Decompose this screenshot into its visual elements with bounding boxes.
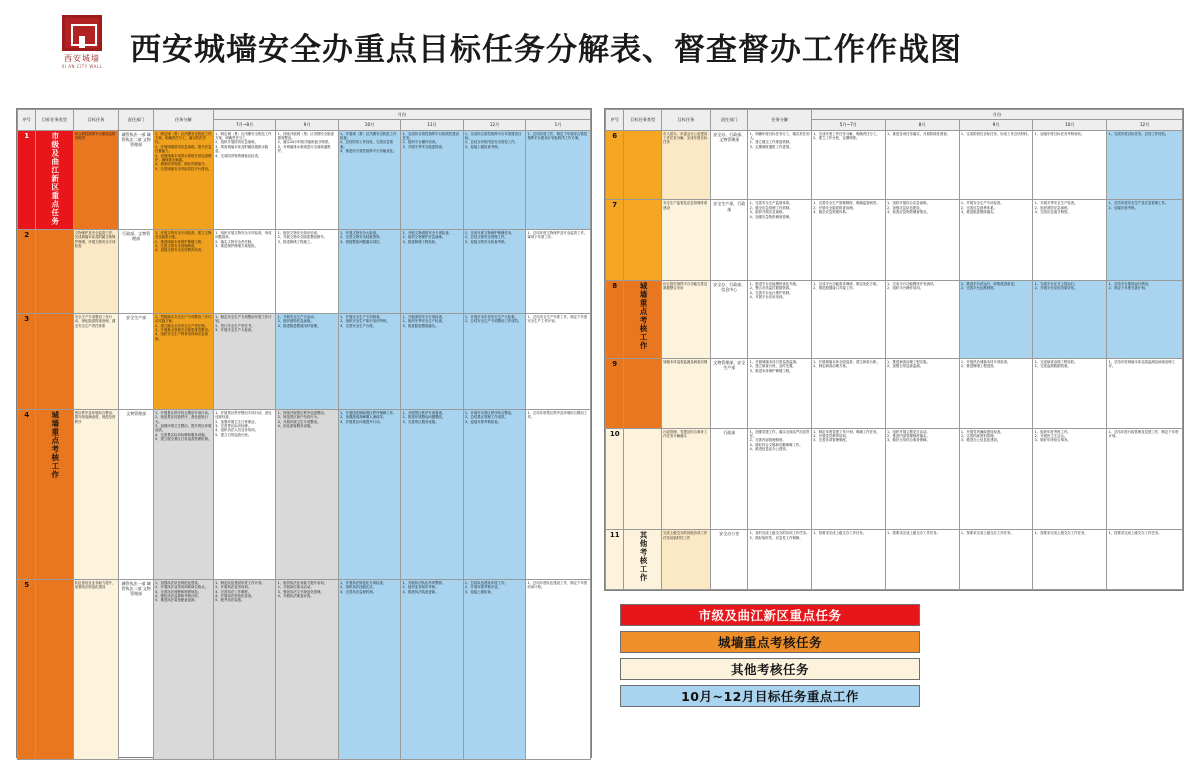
row-month-cell-1: 1、按要求完成上级交办工作任务。 [811,530,885,590]
page-header [0,0,1200,92]
col-month-4: 11月 [401,120,463,130]
row-month-cell-4: 1、完成病害治理工程验收。 2、完善监测数据档案。 [1033,358,1107,428]
row-month-cell-1: 1、制定队伍建设年度工作计划。 2、开展执法业务培训。 3、完善执法工作制度。 4、开展执法规范化检查。 5、配齐执法装备。 [213,579,275,759]
col-month-r3: 9月 [959,120,1033,130]
task-grid-right-body [606,130,1183,589]
table-row [18,229,591,313]
legend-item-city-key-task: 市级及曲江新区重点任务 [620,604,920,626]
row-month-cell-2: 1、完成平台功能模块开发测试。 2、组织平台操作培训。 [885,280,959,358]
table-row [606,130,1183,200]
row-breakdown: 1、开展景区秩序综合整治专项行动。 2、规范景区经营秩序，查处违规行为。 3、加强环境卫生整治，提升景区环境品质。 4、完善景区标识标牌和服务设施。 5、建立健全景区日常巡查管理机制。 [153,409,213,579]
row-month-cell-5: 1、开展岁末年初安全生产大检查。 2、总结安全生产专项整治工作成效。 [463,313,525,409]
row-month-cell-5: 1、总结队伍建设年度工作。 2、开展年度考核评优。 3、迎接上级检查。 [463,579,525,759]
row-breakdown: 1、制定城（景）区汛期安全防范工作方案，明确责任分工，落实防汛责任。 2、开展城墙防汛应急演练，提升应急处置能力。 3、加强城墙本体排水系统日常巡查维护，确保排水畅通。 4、储备防汛物资，做好汛期值守。 5、完善城墙安全风险管控平台建设。 [153,130,213,229]
row-month-cell-6: 1、总结安全生产年度工作，制定下年度安全生产工作计划。 [526,313,591,409]
row-seq: 8 [606,280,624,358]
task-table-left [16,108,592,758]
row-dept: 安全办公室 [710,530,748,590]
legend-item-wall-key-task: 城墙重点考核任务 [620,631,920,653]
row-seq: 3 [18,313,36,409]
row-month-cell-5: 1、完成年度目标任务，总结工作经验。 [1107,130,1183,200]
table-header-row-1-right [606,110,1183,120]
row-breakdown: 1、及时完成上级交办的各项工作任务。 2、做好临时性、应急性工作保障。 [748,530,811,590]
table-row [606,530,1183,590]
row-month-cell-2: 1、组织开展主题党日活动。 2、推进内部管理制度落实。 3、做好日常综合事务保障。 [885,428,959,529]
row-breakdown: 1、推进平台功能模块优化升级。 2、整合各类监控数据资源。 3、完善平台运行维护机制。 4、开展平台应用培训。 [748,280,811,358]
row-month-cell-1: 1、组织开展文物安全专项检查，形成问题清单。 2、落实文物安全责任制。 3、推进保护修缮方案报批。 [213,229,275,313]
row-month-cell-2: 1、组织文物安全知识培训。 2、开展文物安全隐患整改销号。 3、推进修缮工程施工。 [276,229,338,313]
task-grid-left [17,109,591,760]
row-month-cell-5: 1、开展年末景区秩序综合整治。 2、总结景区管理工作成效。 3、迎接年度考核检查。 [463,409,525,579]
table-row [18,313,591,409]
table-row [606,358,1183,428]
row-dept: 安全办、行政部、文物管理部 [710,130,748,200]
col-dept-right: 责任部门 [710,110,748,131]
col-month-5: 12月 [463,120,525,130]
col-months-group-right: 月份 [811,110,1182,120]
row-category [36,229,73,313]
row-category: 城墙重点考核工作 [624,280,662,358]
row-month-cell-1: 1、制定年度党建工作计划，明确工作任务。 2、开展党员教育培训。 3、完善各项管理制度。 [811,428,885,529]
row-category [36,579,73,759]
row-month-cell-1: 1、开展景区秩序整治专项行动，查处违规经营。 2、加强环境卫生日常保洁。 3、完善景区标识标牌。 4、组织执法人员业务培训。 5、建立日常巡查台账。 [213,409,275,579]
table-row [18,579,591,759]
row-dept: 安全生产部、行政部 [710,200,748,280]
table-row [18,130,591,229]
col-month-2: 9月 [276,120,338,130]
col-month-3: 10月 [338,120,400,130]
table-row [606,428,1183,529]
row-month-cell-3: 1、开展执法规范化专项检查。 2、组织执法技能比武。 3、完善执法监督机制。 [338,579,400,759]
row-breakdown: 1、加强执法队伍规范化建设。 2、开展执法业务培训和岗位练兵。 3、完善执法流程和制度规范。 4、强化执法监督和考核评价。 5、推进执法装备配备更新。 [153,579,213,759]
row-seq: 6 [606,130,624,200]
row-task: 市人居办、市委会办公室建设工作任务分解，完成年度目标任务 [661,130,710,200]
col-category-right: 目标任务类型 [624,110,662,131]
row-task: 队伍建设及业务能力提升，加强执法规范化建设 [73,579,119,759]
row-month-cell-3: 1、推进平台试运行，收集改进意见。 2、完善平台运维制度。 [959,280,1033,358]
row-month-cell-4: 1、开展文物消防安全专项检查。 2、组织文物保护应急演练。 3、推进修缮工程验收。 [401,229,463,313]
row-month-cell-1: 1、完善安全生产管理制度，明确监管职责。 2、开展安全隐患排查治理。 3、健全应急预案体系。 [811,200,885,280]
row-month-cell-3: 1、开展安全生产专项检查。 2、完善应急指挥体系。 3、推进隐患整改落实。 [959,200,1033,280]
row-month-cell-4: 1、开展冬季安全生产检查。 2、组织消防应急演练。 3、完善应急值守制度。 [1033,200,1107,280]
row-month-cell-5: 1、总结年度城墙本体巡查监测及病害治理工作。 [1107,358,1183,428]
row-month-cell-4: 1、开展执法队伍作风整顿。 2、组织业务知识考核。 3、推进执法装备更新。 [401,579,463,759]
legend-item-other-task: 其他考核任务 [620,658,920,680]
row-month-cell-1: 1、开展城墙本体全面巡查，建立病害台账。 2、制定病害治理方案。 [811,358,885,428]
row-month-cell-5: 1、总结年度安全生产及应急管理工作。 2、迎接年度考核。 [1107,200,1183,280]
row-month-cell-3: 1、开展汛后城墙本体专项检查。 2、推进修缮工程进度。 [959,358,1033,428]
row-month-cell-5: 1、完成综合管控指挥平台年度建设目标。 2、总结全年防汛及安全管控工作。 3、迎接上级检查考核。 [463,130,525,229]
row-month-cell-2: 1、组织执法业务能力提升培训。 2、开展岗位练兵活动。 3、强化执法文书规范化管理。 4、开展执法案卷评查。 [276,579,338,759]
col-months-group: 月份 [213,110,590,120]
logo-subtext: XI AN CITY WALL [61,64,103,69]
col-month-r2: 8月 [885,120,959,130]
row-breakdown: 1、贯彻落实安全生产专项整治三年行动实施方案。 2、建立健全全员安全生产责任制。 3、开展重点领域安全隐患排查整治。 4、组织安全生产教育培训和应急演练。 [153,313,213,409]
row-month-cell-2: 1、按要求完成上级交办工作任务。 [885,530,959,590]
row-task: 文物保护及安全监管工作，完成城墙本体及附属文物保护修缮，开展文物安全专项检查 [73,229,119,313]
row-month-cell-6: 1、总结年度文物保护及安全监管工作，谋划下年度工作。 [526,229,591,313]
row-task: 景区秩序及环境综合整治，提升游客满意度，规范经营秩序 [73,409,119,579]
row-seq: 7 [606,200,624,280]
row-category [624,358,662,428]
row-category [624,130,662,200]
row-month-cell-4: 1、按要求完成上级交办工作任务。 [1033,530,1107,590]
row-month-cell-4: 1、组织年度考核工作。 2、开展民主生活会。 3、做好年终综合事务。 [1033,428,1107,529]
col-breakdown-right: 任务分解 [748,110,811,131]
col-breakdown: 任务分解 [153,110,213,131]
row-month-cell-3: 1、开展国庆期间景区秩序保障工作。 2、加强游客高峰期人流疏导。 3、开展景区环境提升行动。 [338,409,400,579]
row-month-cell-5: 1、总结平台建设运行情况。 2、制定下年度完善计划。 [1107,280,1183,358]
row-month-cell-1: 1、制定城（景）区汛期安全防范工作方案，明确责任分工。 2、组织开展防汛应急演练。 3、排查城墙本体及附属设施排水隐患。 4、完成防汛物资储备及检查。 [213,130,275,229]
row-task: 综合管控指挥平台建设及防汛防涝 [73,130,119,229]
row-seq: 10 [606,428,624,529]
table-row [606,200,1183,280]
row-dept: 城管执法一部 城管执法二部 文物管理部 [119,130,153,229]
row-dept: 文物管理部、安全生产部 [710,358,748,428]
row-month-cell-3: 1、完成阶段性目标任务，形成工作总结材料。 [959,130,1033,200]
col-seq-right: 序号 [606,110,624,131]
row-month-cell-2: 1、持续开展城（景）区汛期安全隐患排查整治。 2、落实24小时防汛值班值守制度。 3、对城墙排水系统进行全面疏通维护。 [276,130,338,229]
row-month-cell-4: 1、开展消防安全专项检查。 2、组织冬季安全生产检查。 3、推进隐患整改落实。 [401,313,463,409]
col-task: 目标任务 [73,110,119,131]
row-dept: 文物管理部 [119,409,153,579]
col-category: 目标任务类型 [36,110,73,131]
row-month-cell-1: 1、完成平台功能需求调研，制定优化方案。 2、推进数据接口对接工作。 [811,280,885,358]
row-month-cell-4: 1、完成综合管控指挥平台阶段性建设任务。 2、组织平台操作培训。 3、开展冬季安全隐患排查。 [401,130,463,229]
row-month-cell-5: 1、总结年度行政管理及党建工作，制定下年度计划。 [1107,428,1183,529]
row-seq: 9 [606,358,624,428]
row-seq: 1 [18,130,36,229]
legend-item-q4-task: 10月~12月目标任务重点工作 [620,685,920,707]
row-dept: 城管执法一部 城管执法二部 文物管理部 [119,579,153,759]
col-dept: 责任部门 [119,110,153,131]
col-month-r5: 12月 [1107,120,1183,130]
row-month-cell-3: 1、开展文物安全大检查。 2、完善文物安全档案资料。 3、督促整改问题落实到位。 [338,229,400,313]
row-category: 其他考核工作 [624,530,662,590]
col-month-r1: 5月~7月 [811,120,885,130]
row-category [624,200,662,280]
row-task: 安全生产监管及应急管理体系建设 [661,200,710,280]
row-month-cell-5: 1、完成年度文物保护修缮任务。 2、总结文物安全管理工作。 3、迎接文物安全检查考核。 [463,229,525,313]
legend [620,604,920,712]
row-task: 安全生产专项整治三年行动，深化隐患排查治理，健全安全生产责任体系 [73,313,119,409]
row-month-cell-1: 1、完成年度工作任务分解，明确责任分工。 2、建立工作台账，定期调度。 [811,130,885,200]
row-month-cell-2: 1、组织开展综合应急演练。 2、加强应急队伍建设。 3、检查应急物资储备情况。 [885,200,959,280]
xian-city-wall-logo [52,15,112,77]
row-task: 综合管控指挥平台功能完善及数据整合应用 [661,280,710,358]
row-month-cell-5: 1、按要求完成上级交办工作任务。 [1107,530,1183,590]
row-month-cell-1: 1、制定安全生产专项整治年度工作计划。 2、签订安全生产责任书。 3、开展安全生产大检查。 [213,313,275,409]
row-dept: 安全生产部 [119,313,153,409]
logo-seal-icon [62,15,102,51]
row-dept: 安全办、行政部、信息中心 [710,280,748,358]
logo-text: 西安城墙 [64,54,100,63]
row-category: 城墙重点考核工作 [36,409,73,579]
row-month-cell-2: 1、持续开展景区秩序巡查整治。 2、规范景区商户经营行为。 3、开展环境卫生专项整治。 4、优化游客服务设施。 [276,409,338,579]
row-breakdown: 1、加强党建工作，落实全面从严治党责任。 2、完善内部管理制度。 3、做好综合文秘和后勤保障工作。 4、推进信息化办公建设。 [748,428,811,529]
row-seq: 11 [606,530,624,590]
col-task-right: 目标任务 [661,110,710,131]
row-month-cell-6: 1、总结年度景区秩序及环境综合整治工作。 [526,409,591,579]
row-dept: 行政部 [710,428,748,529]
row-month-cell-3: 1、开展安全生产专项督查。 2、组织安全生产知识培训考核。 3、完善安全生产台账。 [338,313,400,409]
row-seq: 4 [18,409,36,579]
row-month-cell-3: 1、开展党风廉政建设检查。 2、完善档案资料管理。 3、推进办公信息化建设。 [959,428,1033,529]
row-month-cell-2: 1、推进各项任务落实，开展阶段性督查。 [885,130,959,200]
task-grid-left-body [18,130,591,759]
row-seq: 2 [18,229,36,313]
row-month-cell-3: 1、开展城（景）区汛期安全防范工作检查。 2、总结防汛工作经验，完善应急预案。 3、推进综合管控指挥平台功能优化。 [338,130,400,229]
row-month-cell-2: 1、推进病害治理工程实施。 2、加强日常巡查监测。 [885,358,959,428]
row-breakdown: 1、明确年度目标任务分工，落实责任到人。 2、建立健全工作推进机制。 3、定期调度通报工作进展。 [748,130,811,200]
row-breakdown: 1、开展文物安全专项检查，建立文物安全隐患台账。 2、推进城墙本体保护修缮工程。 3、完善文物安全管理制度。 4、加强文物安全宣传教育培训。 [153,229,213,313]
row-month-cell-3: 1、按要求完成上级交办工作任务。 [959,530,1033,590]
row-task: 城墙本体巡查监测及病害治理 [661,358,710,428]
row-breakdown: 1、开展城墙本体日常巡查监测。 2、建立病害台账，及时处置。 3、推进本体保护修缮工程。 [748,358,811,428]
row-category: 市级及曲江新区重点任务 [36,130,73,229]
col-month-6: 1月 [526,120,591,130]
table-row [18,409,591,579]
row-task: 完成上级交办的其他各项工作任务及临时性工作 [661,530,710,590]
row-month-cell-6: 1、总结年度工作，制定下年度综合管控指挥平台建设计划及防汛工作方案。 [526,130,591,229]
col-seq: 序号 [18,110,36,131]
row-breakdown: 1、完善安全生产监管体系。 2、健全应急管理工作机制。 3、组织开展应急演练。 4、加强应急物资储备管理。 [748,200,811,280]
row-category [624,428,662,529]
row-task: 行政管理、党建及综合事务工作任务分解落实 [661,428,710,529]
page-title: 西安城墙安全办重点目标任务分解表、督查督办工作作战图 [130,31,962,68]
col-month-r4: 10月 [1033,120,1107,130]
row-month-cell-2: 1、开展安全生产月活动。 2、组织消防应急演练。 3、推进隐患整改闭环管理。 [276,313,338,409]
row-seq: 5 [18,579,36,759]
row-category [36,313,73,409]
table-row [606,280,1183,358]
col-month-1: 7月~8月 [213,120,275,130]
row-month-cell-4: 1、迎接年度目标任务考核验收。 [1033,130,1107,200]
table-header-row-1 [18,110,591,120]
task-table-right [604,108,1184,591]
row-month-cell-6: 1、总结年度队伍建设工作，制定下年度培训计划。 [526,579,591,759]
row-month-cell-4: 1、完成平台正式上线运行。 2、开展平台应用效果评估。 [1033,280,1107,358]
row-month-cell-4: 1、开展景区秩序专项督查。 2、推进环境整治问题整改。 3、完善景区服务设施。 [401,409,463,579]
task-grid-right [605,109,1183,590]
row-dept: 行政部、文物管理部 [119,229,153,313]
